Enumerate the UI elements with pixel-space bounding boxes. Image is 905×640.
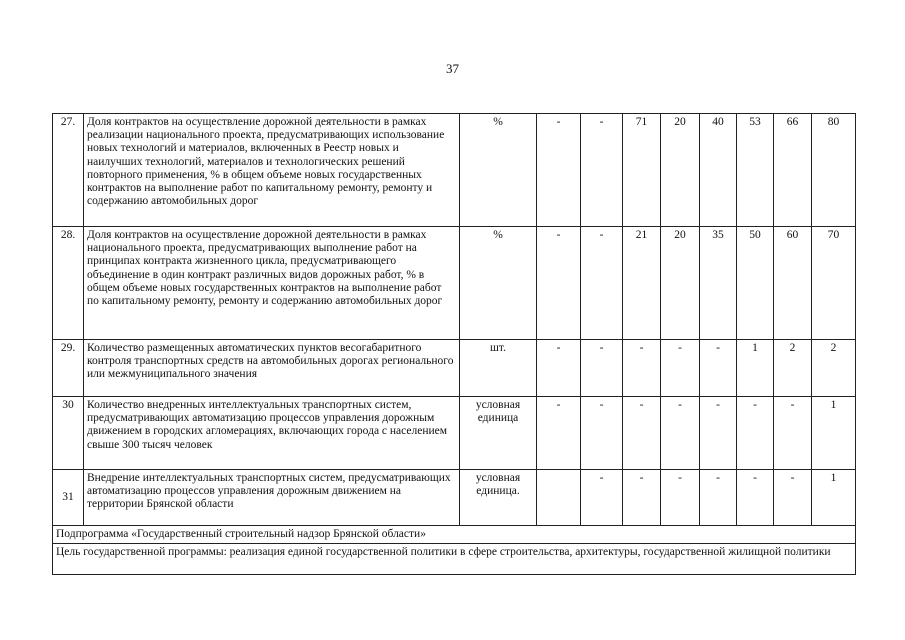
value-cell: -: [774, 397, 812, 470]
value-cell: 1: [812, 397, 856, 470]
value-cell: -: [700, 470, 737, 526]
value-cell: -: [737, 397, 774, 470]
value-cell: -: [581, 114, 623, 227]
indicators-table: [52, 113, 856, 575]
value-cell: 20: [661, 227, 700, 340]
program-goal: Цель государственной программы: реализация единой государственной политики в сфере строительства, архитектуры, государственной жилищной политики: [53, 544, 856, 575]
row-number: 29.: [53, 340, 84, 397]
value-cell: 80: [812, 114, 856, 227]
indicator-description: Количество размещенных автоматических пунктов весогабаритного контроля транспортных средств на автомобильных дорогах регионального или межмуниципального значения: [84, 340, 460, 397]
value-cell: -: [537, 227, 581, 340]
value-cell: -: [623, 340, 661, 397]
value-cell: -: [661, 340, 700, 397]
value-cell: -: [537, 114, 581, 227]
value-cell: -: [537, 397, 581, 470]
value-cell: 21: [623, 227, 661, 340]
indicator-description: Доля контрактов на осуществление дорожной деятельности в рамках реализации национального проекта, предусматривающих использование новых технологий и материалов, включенных в Реестр новых и наилучших технологий, материалов и технологических решений повторного применения, % в общем объеме новых государственных контрактов на выполнение работ по капитальному ремонту, ремонту и содержанию автомобильных дорог: [84, 114, 460, 227]
table-row: [53, 227, 856, 340]
value-cell: 2: [774, 340, 812, 397]
value-cell: 40: [700, 114, 737, 227]
value-cell: 1: [737, 340, 774, 397]
value-cell: -: [623, 470, 661, 526]
value-cell: 71: [623, 114, 661, 227]
value-cell: -: [581, 470, 623, 526]
unit-cell: %: [460, 114, 537, 227]
unit-cell: условная единица: [460, 397, 537, 470]
value-cell: [537, 470, 581, 526]
value-cell: 35: [700, 227, 737, 340]
row-number: 31: [53, 470, 84, 526]
value-cell: 70: [812, 227, 856, 340]
unit-cell: %: [460, 227, 537, 340]
table-row: [53, 470, 856, 526]
value-cell: 66: [774, 114, 812, 227]
value-cell: -: [700, 397, 737, 470]
subprogram-title: Подпрограмма «Государственный строительный надзор Брянской области»: [53, 526, 856, 544]
unit-cell: шт.: [460, 340, 537, 397]
indicator-description: Количество внедренных интеллектуальных транспортных систем, предусматривающих автоматизацию процессов управления дорожным движением в городских агломерациях, включающих города с населением свыше 300 тысяч человек: [84, 397, 460, 470]
unit-cell: условная единица.: [460, 470, 537, 526]
indicator-description: Доля контрактов на осуществление дорожной деятельности в рамках национального проекта, предусматривающих выполнение работ на принципах контракта жизненного цикла, предусматривающего объединение в один контракт различных видов дорожных работ, % в общем объеме новых государственных контрактов на выполнение работ по капитальному ремонту, ремонту и содержанию автомобильных дорог: [84, 227, 460, 340]
value-cell: -: [774, 470, 812, 526]
value-cell: -: [581, 340, 623, 397]
value-cell: 20: [661, 114, 700, 227]
subprogram-row: [53, 526, 856, 544]
value-cell: -: [661, 397, 700, 470]
value-cell: 1: [812, 470, 856, 526]
value-cell: -: [737, 470, 774, 526]
value-cell: 50: [737, 227, 774, 340]
goal-row: [53, 544, 856, 575]
page-number: 37: [446, 61, 459, 76]
table-row: [53, 397, 856, 470]
row-number: 27.: [53, 114, 84, 227]
table-row: [53, 340, 856, 397]
row-number: 30: [53, 397, 84, 470]
value-cell: -: [537, 340, 581, 397]
value-cell: 60: [774, 227, 812, 340]
row-number: 28.: [53, 227, 84, 340]
value-cell: -: [700, 340, 737, 397]
value-cell: 2: [812, 340, 856, 397]
value-cell: 53: [737, 114, 774, 227]
value-cell: -: [581, 227, 623, 340]
indicator-description: Внедрение интеллектуальных транспортных систем, предусматривающих автоматизацию процессов управления дорожным движением на территории Брянской области: [84, 470, 460, 526]
value-cell: -: [661, 470, 700, 526]
value-cell: -: [623, 397, 661, 470]
value-cell: -: [581, 397, 623, 470]
table-row: [53, 114, 856, 227]
